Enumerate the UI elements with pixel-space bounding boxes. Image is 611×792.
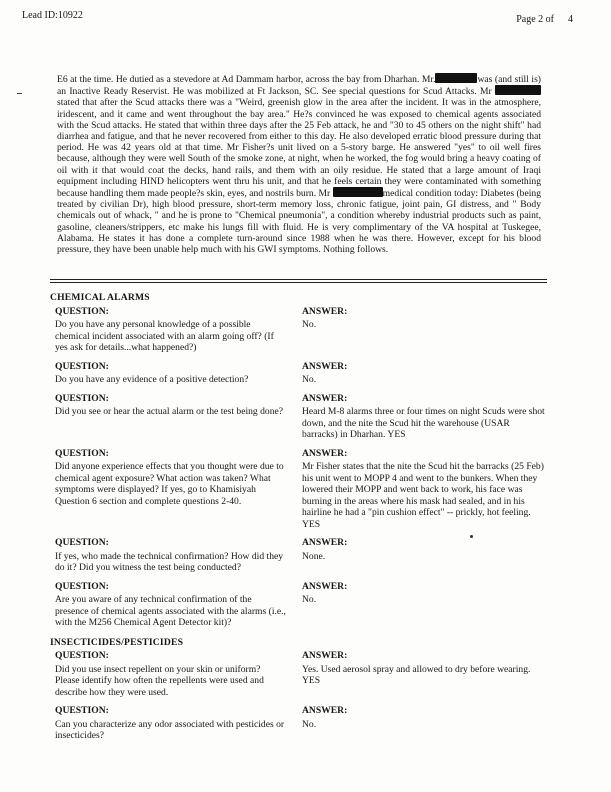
redaction-box [333,187,383,197]
qa-row [55,581,555,636]
answer-text: No. [302,319,317,330]
question-label: QUESTION: [55,392,109,404]
answer-text: None. [302,550,326,562]
qa-row [55,361,555,393]
redaction-box [495,85,541,95]
question-label: QUESTION: [55,305,109,317]
answer-block [302,537,547,581]
narrative-part-1: E6 at the time. He dutied as a stevedore at Ad Dammam harbor, across the bay from Dharhan. Mr. [57,74,436,85]
answer-label: ANSWER: [302,537,348,548]
of-word: of [545,14,554,25]
answer-label: ANSWER: [302,580,348,592]
answer-block [302,393,547,448]
question-text: Do you have any evidence of a positive detection? [55,374,249,385]
answer-block [302,448,547,538]
scan-mark [17,93,22,94]
redaction-box [435,73,477,83]
question-label: QUESTION: [55,360,109,372]
qa-row [55,448,555,538]
question-label: QUESTION: [55,650,109,661]
question-text: Did you use insect repellent on your skin or uniform? Please identify how often the repellents were used and describe how they were used. [55,663,264,698]
lead-id: Lead ID:10922 [22,10,83,21]
answer-label: ANSWER: [302,392,348,404]
qa-sections [50,291,555,749]
qa-row [55,650,555,705]
qa-row [55,537,555,581]
question-block [55,537,286,581]
question-block [55,448,286,538]
question-block [55,650,286,705]
qa-row [55,306,555,361]
answer-text: Mr Fisher states that the nite the Scud hit the barracks (25 Feb) his unit went to MOPP 4 and went to the bunkers. When they lowered their MOPP and went back to work, his face was burning in the areas where his mask had sealed, and in his hairline he had a "pin cushion effect" -- prickly, hot feeling. YES [302,461,544,530]
page-number: 2 [538,14,544,25]
answer-block [302,705,547,749]
divider-line [50,282,547,283]
question-text: Can you characterize any odor associated with pesticides or insecticides? [55,718,285,741]
narrative-part-2: was (and still is) an Inactive Ready Reservist. He was mobilized at Ft Jackson, SC. See special questions for Scud Attacks. Mr [57,74,541,98]
question-text: If yes, who made the technical confirmation? How did they do it? Did you witness the test being conducted? [55,550,284,573]
question-block [55,306,286,361]
question-block [55,705,286,749]
question-label: QUESTION: [55,580,109,592]
answer-text: No. [302,718,317,730]
question-text: Are you aware of any technical confirmation of the presence of chemical agents associated with the alarms (i.e., with the M256 Chemical Agent Detector kit)? [55,594,286,628]
question-text: Do you have any personal knowledge of a possible chemical incident associated with an alarm going off? (If yes ask for details...what happened?) [55,319,274,353]
answer-text: Yes. Used aerosol spray and allowed to dry before wearing. YES [302,663,531,686]
question-block [55,361,286,393]
question-label: QUESTION: [55,447,109,459]
answer-block [302,581,547,636]
narrative-part-3: stated that after the Scud attacks there was a "Weird, greenish glow in the area after the incident. It was in the atmosphere, iridescent, and it came and went throughout the bay area." He?s convinced he was exposed to chemical agents associated with the Scud attacks. He stated that within three days after the 25 Feb attack, he and "30 to 45 others on the night shift" had diarrhea and fatigue, and that he never recovered from either to this day. He also developed erratic blood pressure during that period. He was 42 years old at that time. Mr Fisher?s unit lived on a 5-story barge. He answered "yes" to oil well fires because, although they were well South of the smoke zone, at night, when he worked, the fog would bring a heavy coating of oil with it that would coat the decks, hand rails, and them with an oily residue. He stated that a large amount of Iraqi equipment including HIND helicopters went thru his unit, and that he feels certain they were contaminated with something because handling them made people?s skin, eyes, and nostrils burn. Mr [57,97,541,200]
answer-text: No. [302,374,317,385]
qa-row [55,393,555,448]
divider-line [50,279,547,280]
answer-label: ANSWER: [302,360,348,372]
question-text: Did you see or hear the actual alarm or the test being done? [55,406,284,417]
question-block [55,581,286,636]
answer-label: ANSWER: [302,650,348,661]
scan-speck [470,535,473,538]
page-total: 4 [568,14,573,25]
page-indicator [516,14,573,25]
question-text: Did anyone experience effects that you thought were due to chemical agent exposure? What action was taken? What symptoms were displayed? If yes, go to Khamisiyah Question 6 section and complete questions 2-40. [55,461,284,507]
page-word: Page [516,14,536,25]
answer-text: No. [302,594,317,605]
answer-block [302,650,547,705]
section-heading: CHEMICAL ALARMS [50,292,150,303]
qa-row [55,705,555,749]
question-label: QUESTION: [55,705,109,716]
interview-narrative [57,73,541,255]
narrative-part-4: medical condition today: Diabetes (being treated by civilian Dr), high blood pressure, short-term memory loss, chronic fatigue, joint pain, GI distress, and " Body chemicals out of whack, " and he is prone to "Chemical pneumonia", a condition whereby industrial products such as paint, gasoline, cleaners/strippers, etc make his lungs fill with fluid. He is very complimentary of the VA hospital at Tuskegee, Alabama. He states it has done a complete turn-around since 1988 when he was there. However, except for his blood pressure, they have been unable help much with his GWI symptoms. Nothing follows. [57,188,541,256]
question-block [55,393,286,448]
answer-text: Heard M-8 alarms three or four times on night Scuds were shot down, and the nite the Scud hit the warehouse (USAR barracks) in Dharhan. YES [302,406,545,440]
answer-block [302,361,547,393]
answer-label: ANSWER: [302,705,348,716]
answer-block [302,306,547,361]
section-heading: INSECTICIDES/PESTICIDES [50,636,184,648]
answer-label: ANSWER: [302,447,348,459]
question-label: QUESTION: [55,537,109,548]
answer-label: ANSWER: [302,305,348,317]
